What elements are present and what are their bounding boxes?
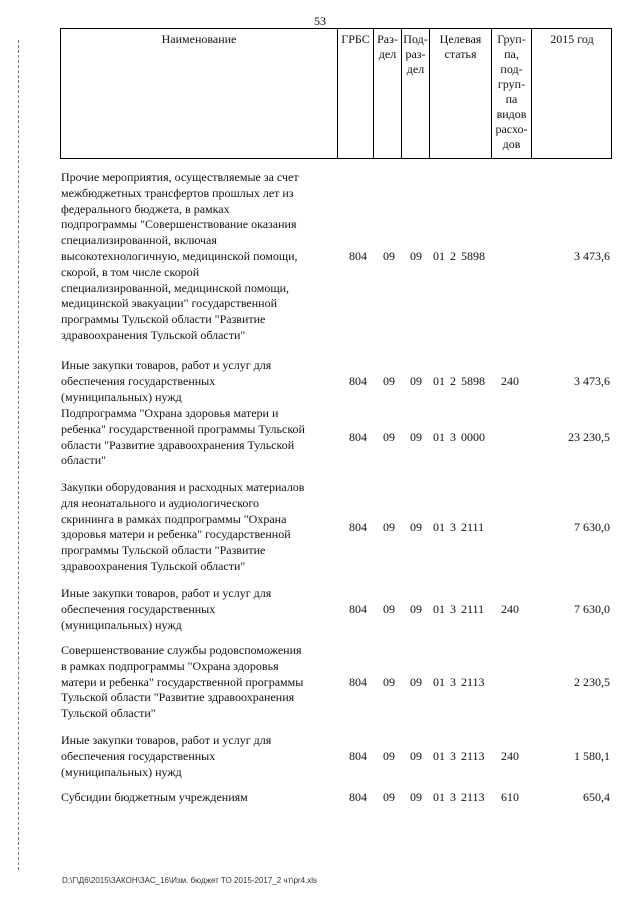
row-tselevaya: 01 2 5898: [433, 374, 485, 388]
header-razdel: Раз- дел: [374, 29, 402, 158]
row-name: Закупки оборудования и расходных материалов для неонатального и аудиологического скрининга в рамках подпрограммы "Охрана здоровья матери и ребенка" государственной программы Тульской области "Развитие здравоохранения Тульской области": [61, 480, 305, 573]
row-name: Совершенствование службы родовспоможения в рамках подпрограммы "Охрана здоровья матери и ребенка" государственной программы Тульской области "Развитие здравоохранения Тульской области": [61, 643, 304, 721]
row-sum: 2 230,5: [574, 675, 610, 689]
row-podrazdel: 09: [410, 675, 422, 689]
file-path-footer: D:\Г\Д6\2015\ЗАКОН\ЗАС_16\Изм. бюджет ТО 2015-2017_2 чт\pr4.xls: [62, 876, 318, 885]
row-sum: 23 230,5: [568, 430, 610, 444]
row-podrazdel: 09: [410, 430, 422, 444]
row-gruppa: 240: [501, 602, 519, 616]
row-razdel: 09: [383, 374, 395, 388]
row-razdel: 09: [383, 749, 395, 763]
row-gruppa: 240: [501, 749, 519, 763]
row-gruppa: 610: [501, 790, 519, 804]
row-tselevaya: 01 3 2113: [433, 790, 485, 804]
row-podrazdel: 09: [410, 374, 422, 388]
row-sum: 7 630,0: [574, 602, 610, 616]
row-sum: 3 473,6: [574, 249, 610, 263]
row-name: Прочие мероприятия, осуществляемые за счет межбюджетных трансфертов прошлых лет из федерального бюджета, в рамках подпрограммы "Совершенствование оказания специализированной, включая высокотехнологичную, медицинской помощи, скорой, в том числе скорой специализированной, медицинской помощи, медицинской эвакуации" государственной программы Тульской области "Развитие здравоохранения Тульской области": [61, 170, 299, 342]
row-tselevaya: 01 3 2111: [433, 520, 485, 534]
row-razdel: 09: [383, 675, 395, 689]
row-podrazdel: 09: [410, 602, 422, 616]
row-sum: 1 580,1: [574, 749, 610, 763]
row-tselevaya: 01 3 2113: [433, 749, 485, 763]
row-grbs: 804: [349, 430, 367, 444]
row-grbs: 804: [349, 520, 367, 534]
row-podrazdel: 09: [410, 790, 422, 804]
row-grbs: 804: [349, 749, 367, 763]
row-tselevaya: 01 3 0000: [433, 430, 485, 444]
table-header: [60, 28, 612, 159]
row-gruppa: 240: [501, 374, 519, 388]
header-grbs: ГРБС: [338, 29, 374, 158]
row-razdel: 09: [383, 790, 395, 804]
row-grbs: 804: [349, 790, 367, 804]
row-sum: 7 630,0: [574, 520, 610, 534]
row-name: Иные закупки товаров, работ и услуг для обеспечения государственных (муниципальных) нужд: [61, 586, 272, 632]
row-podrazdel: 09: [410, 520, 422, 534]
row-podrazdel: 09: [410, 249, 422, 263]
header-year: 2015 год: [550, 32, 594, 46]
row-grbs: 804: [349, 602, 367, 616]
header-gruppa: Груп- па, под- груп- па видов расхо- дов: [492, 29, 532, 158]
row-grbs: 804: [349, 675, 367, 689]
row-podrazdel: 09: [410, 749, 422, 763]
row-razdel: 09: [383, 520, 395, 534]
row-razdel: 09: [383, 602, 395, 616]
row-razdel: 09: [383, 430, 395, 444]
row-tselevaya: 01 3 2113: [433, 675, 485, 689]
row-name: Субсидии бюджетным учреждениям: [61, 790, 248, 804]
row-grbs: 804: [349, 249, 367, 263]
row-name: Иные закупки товаров, работ и услуг для обеспечения государственных (муниципальных) нужд: [61, 733, 272, 779]
row-tselevaya: 01 3 2111: [433, 602, 485, 616]
row-name: Иные закупки товаров, работ и услуг для обеспечения государственных (муниципальных) нужд: [61, 358, 272, 404]
page-number: 53: [314, 14, 326, 28]
row-name: Подпрограмма "Охрана здоровья матери и ребенка" государственной программы Тульской области "Развитие здравоохранения Тульской области": [61, 406, 305, 468]
margin-cut-line: [18, 40, 19, 870]
row-tselevaya: 01 2 5898: [433, 249, 485, 263]
row-sum: 3 473,6: [574, 374, 610, 388]
row-grbs: 804: [349, 374, 367, 388]
header-tselevaya: Целевая статья: [430, 29, 492, 158]
row-razdel: 09: [383, 249, 395, 263]
header-podrazdel: Под- раз- дел: [402, 29, 430, 158]
row-sum: 650,4: [583, 790, 610, 804]
header-name: Наименование: [61, 29, 338, 158]
